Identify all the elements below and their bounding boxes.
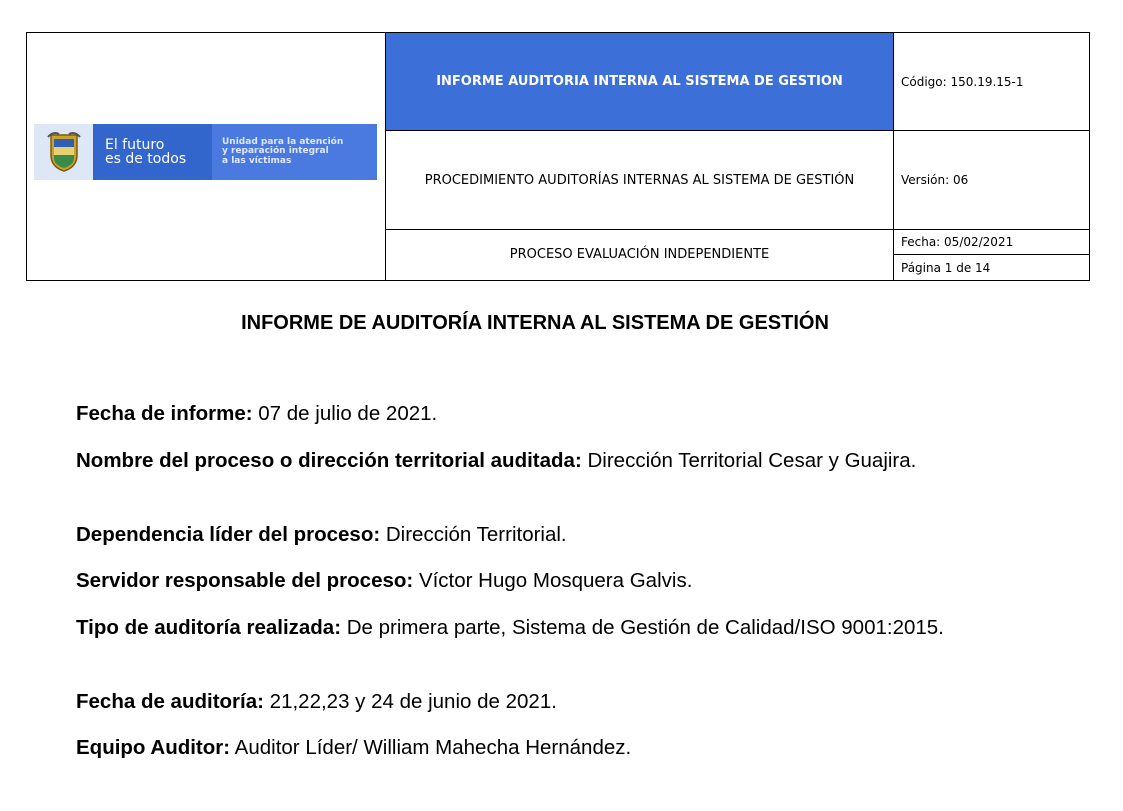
field-value: De primera parte, Sistema de Gestión de Calidad/ISO 9001:2015. [346,616,944,639]
field-tipo-auditoria [76,616,998,640]
field-label: Tipo de auditoría realizada: [76,616,342,639]
logo-unit-line3: a las víctimas [222,155,292,166]
field-label: Dependencia líder del proceso: [76,523,381,546]
field-label: Equipo Auditor: [76,736,231,759]
field-fecha-informe [76,402,998,426]
logo-slogan [93,124,212,180]
document-title: INFORME DE AUDITORÍA INTERNA AL SISTEMA DE GESTIÓN [241,312,829,334]
header-codigo: Código: 150.19.15-1 [894,33,1090,131]
logo-cell [27,33,386,281]
logo-unit-line2: y reparación integral [222,146,329,157]
field-value: Auditor Líder/ William Mahecha Hernández. [234,736,632,759]
document-header-table [26,32,1090,281]
field-nombre-proceso [76,449,998,473]
header-fecha: Fecha: 05/02/2021 [894,229,1090,255]
field-fecha-auditoria [76,690,998,714]
logo-slogan-line1: El futuro [105,137,165,153]
field-dependencia-lider [76,523,998,547]
field-value: Dirección Territorial Cesar y Guajira. [587,449,917,472]
field-value: Dirección Territorial. [385,523,567,546]
header-title: INFORME AUDITORIA INTERNA AL SISTEMA DE GESTION [386,33,894,131]
field-value: 21,22,23 y 24 de junio de 2021. [269,690,557,713]
header-version: Versión: 06 [894,131,1090,229]
field-value: Víctor Hugo Mosquera Galvis. [418,569,693,592]
header-pagina: Página 1 de 14 [894,255,1090,281]
institution-logo [34,124,377,180]
field-label: Servidor responsable del proceso: [76,569,414,592]
logo-unit-name [212,124,377,180]
field-label: Fecha de auditoría: [76,690,264,713]
colombia-coat-of-arms-icon [34,124,93,180]
field-servidor-responsable [76,569,998,593]
logo-slogan-line2: es de todos [105,151,187,167]
field-label: Fecha de informe: [76,402,253,425]
header-procedure: PROCEDIMIENTO AUDITORÍAS INTERNAS AL SISTEMA DE GESTIÓN [386,131,894,229]
header-process: PROCESO EVALUACIÓN INDEPENDIENTE [386,229,894,280]
field-value: 07 de julio de 2021. [258,402,438,425]
logo-unit-line1: Unidad para la atención [222,136,344,147]
field-label: Nombre del proceso o dirección territorial auditada: [76,449,582,472]
field-equipo-auditor [76,736,998,760]
